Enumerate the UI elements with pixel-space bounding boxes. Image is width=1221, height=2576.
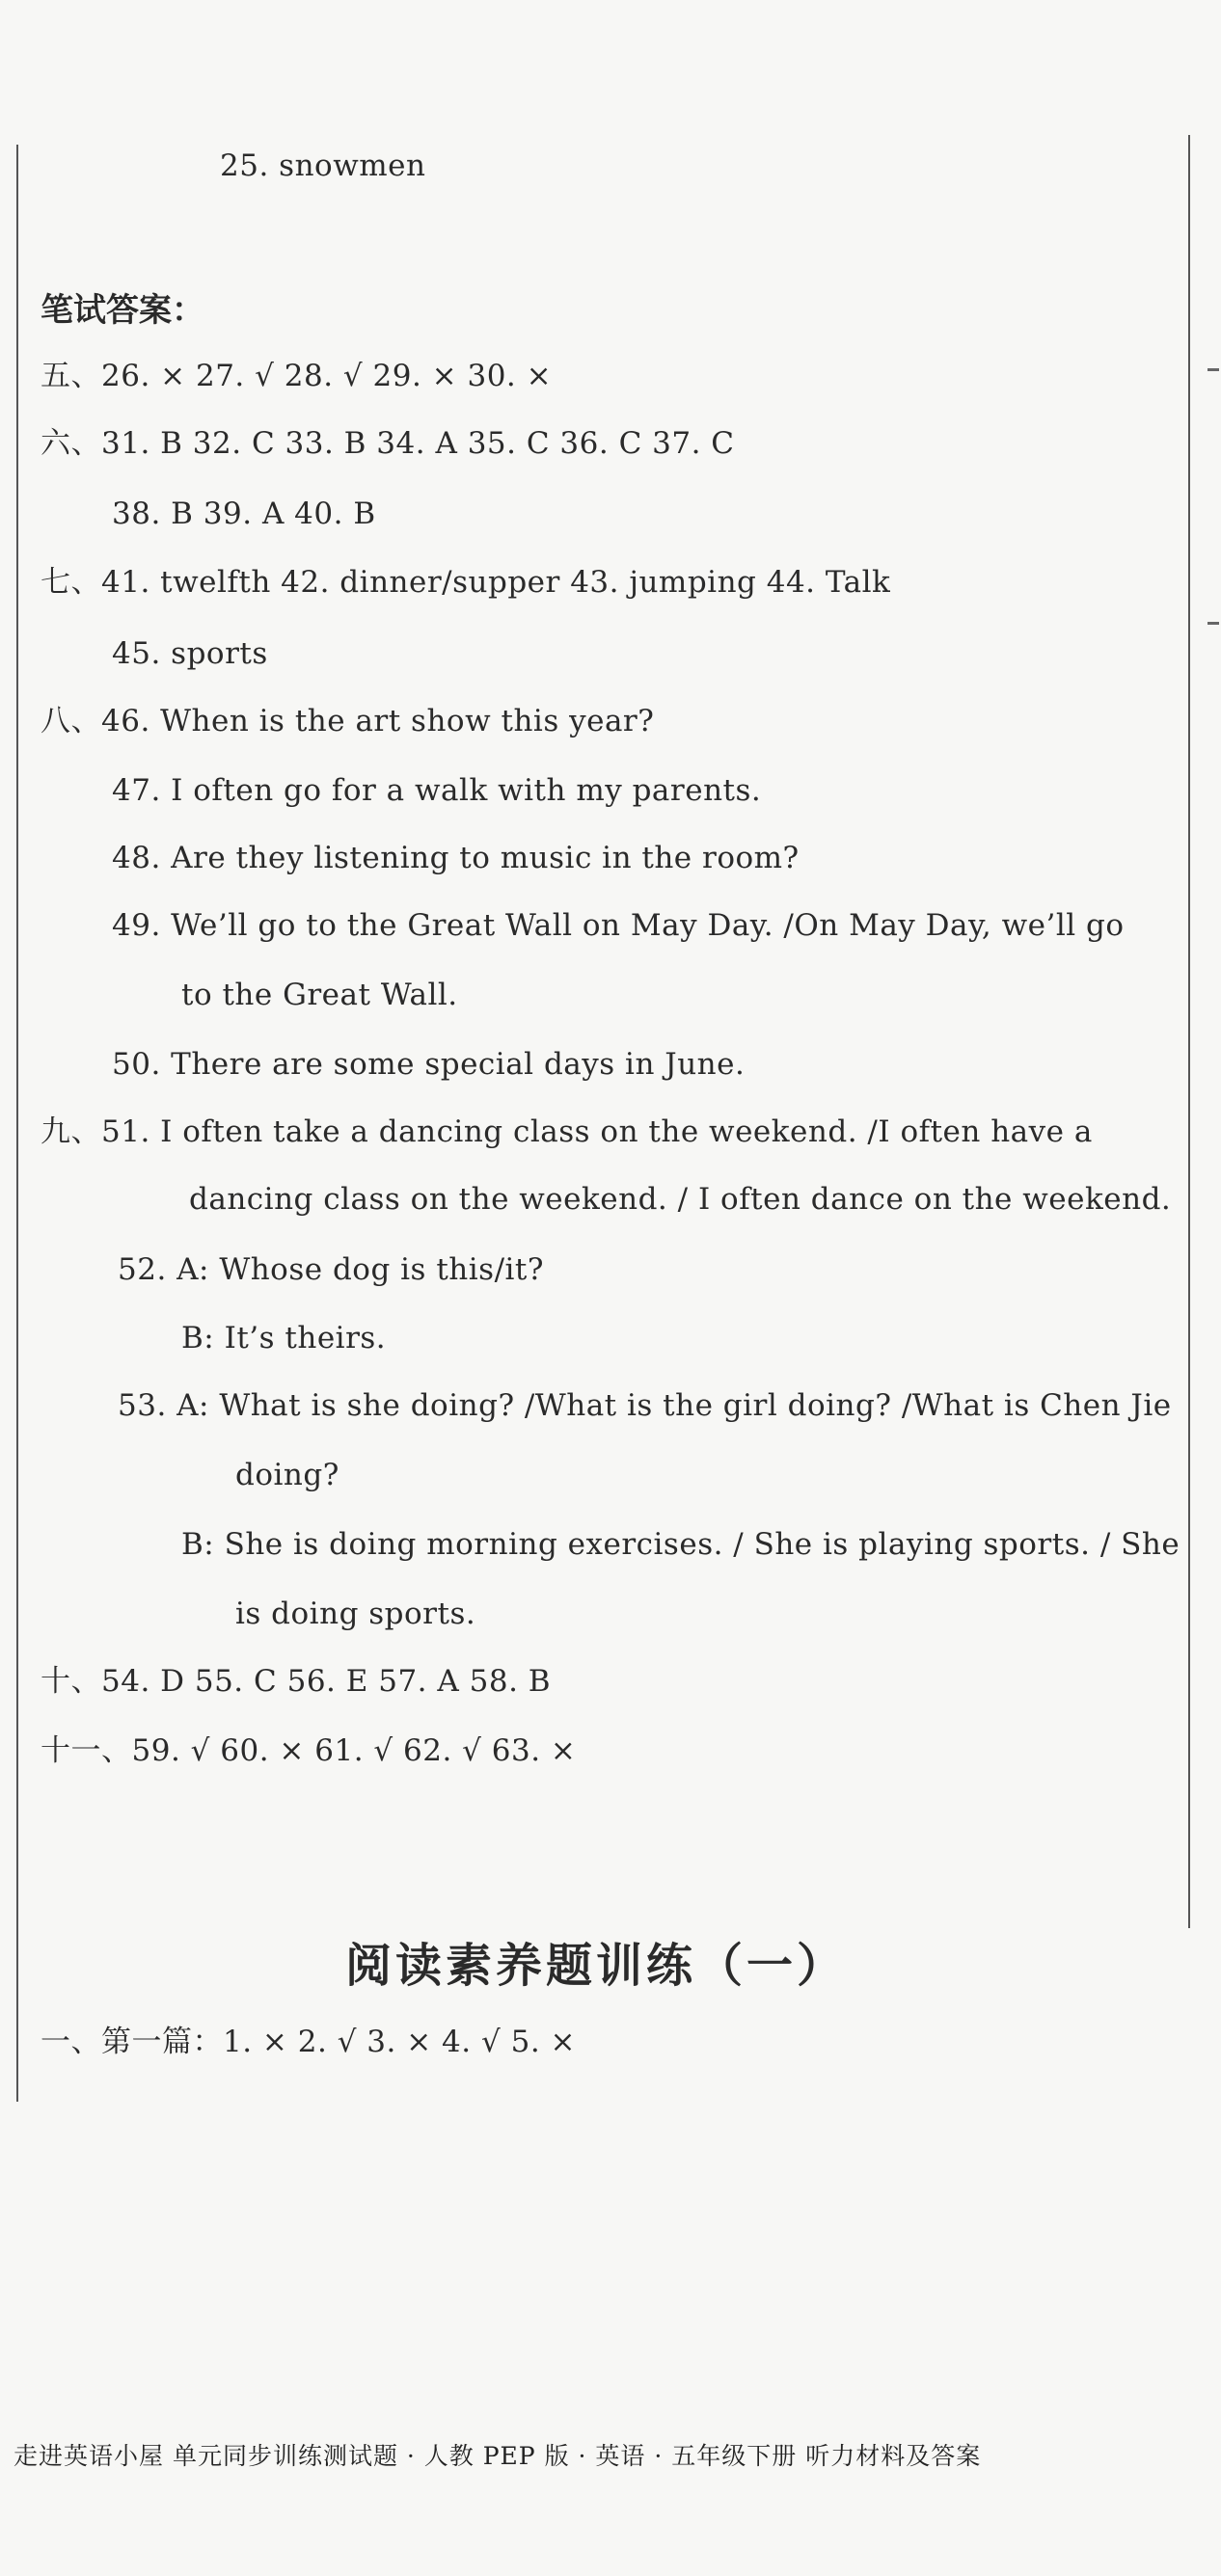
answer-line: doing?	[235, 1458, 339, 1492]
edge-mark	[1207, 368, 1219, 371]
left-margin-line	[16, 145, 18, 2102]
answer-line: 49. We’ll go to the Great Wall on May Day. /On May Day, we’ll go	[112, 908, 1125, 943]
answer-line: to the Great Wall.	[181, 978, 458, 1012]
answer-line: 48. Are they listening to music in the room?	[112, 841, 800, 875]
answer-line: 一、第一篇：1. × 2. √ 3. × 4. √ 5. ×	[41, 2025, 577, 2059]
answer-line: 十、54. D 55. C 56. E 57. A 58. B	[41, 1664, 552, 1699]
answer-line: 38. B 39. A 40. B	[112, 496, 376, 531]
answer-line: 52. A: Whose dog is this/it?	[118, 1252, 545, 1287]
answer-line: 九、51. I often take a dancing class on the weekend. /I often have a	[41, 1114, 1093, 1149]
answer-line: 六、31. B 32. C 33. B 34. A 35. C 36. C 37. C	[41, 426, 735, 461]
answer-line: 八、46. When is the art show this year?	[41, 704, 655, 738]
answer-line: 50. There are some special days in June.	[112, 1047, 746, 1082]
answer-line: 五、26. × 27. √ 28. √ 29. × 30. ×	[41, 359, 553, 393]
answer-line: is doing sports.	[235, 1597, 476, 1631]
reading-section-heading: 阅读素养题训练（一）	[345, 1939, 848, 1993]
answer-line: 七、41. twelfth 42. dinner/supper 43. jumping 44. Talk	[41, 565, 891, 600]
answer-line: B: It’s theirs.	[181, 1321, 387, 1355]
answer-line: B: She is doing morning exercises. / She is playing sports. / She	[181, 1527, 1180, 1562]
written-answers-heading: 笔试答案：	[41, 291, 204, 330]
page-footer: 走进英语小屋 单元同步训练测试题 · 人教 PEP 版 · 英语 · 五年级下册 听力材料及答案	[14, 2442, 982, 2470]
answer-line: 47. I often go for a walk with my parents.	[112, 773, 762, 808]
edge-mark	[1207, 622, 1219, 625]
answer-line: 53. A: What is she doing? /What is the girl doing? /What is Chen Jie	[118, 1388, 1172, 1423]
right-margin-line	[1188, 135, 1190, 1928]
answer-line: 45. sports	[112, 636, 268, 671]
answer-line: 25. snowmen	[220, 148, 426, 183]
answer-line: 十一、59. √ 60. × 61. √ 62. √ 63. ×	[41, 1733, 577, 1768]
answer-line: dancing class on the weekend. / I often dance on the weekend.	[189, 1182, 1172, 1217]
